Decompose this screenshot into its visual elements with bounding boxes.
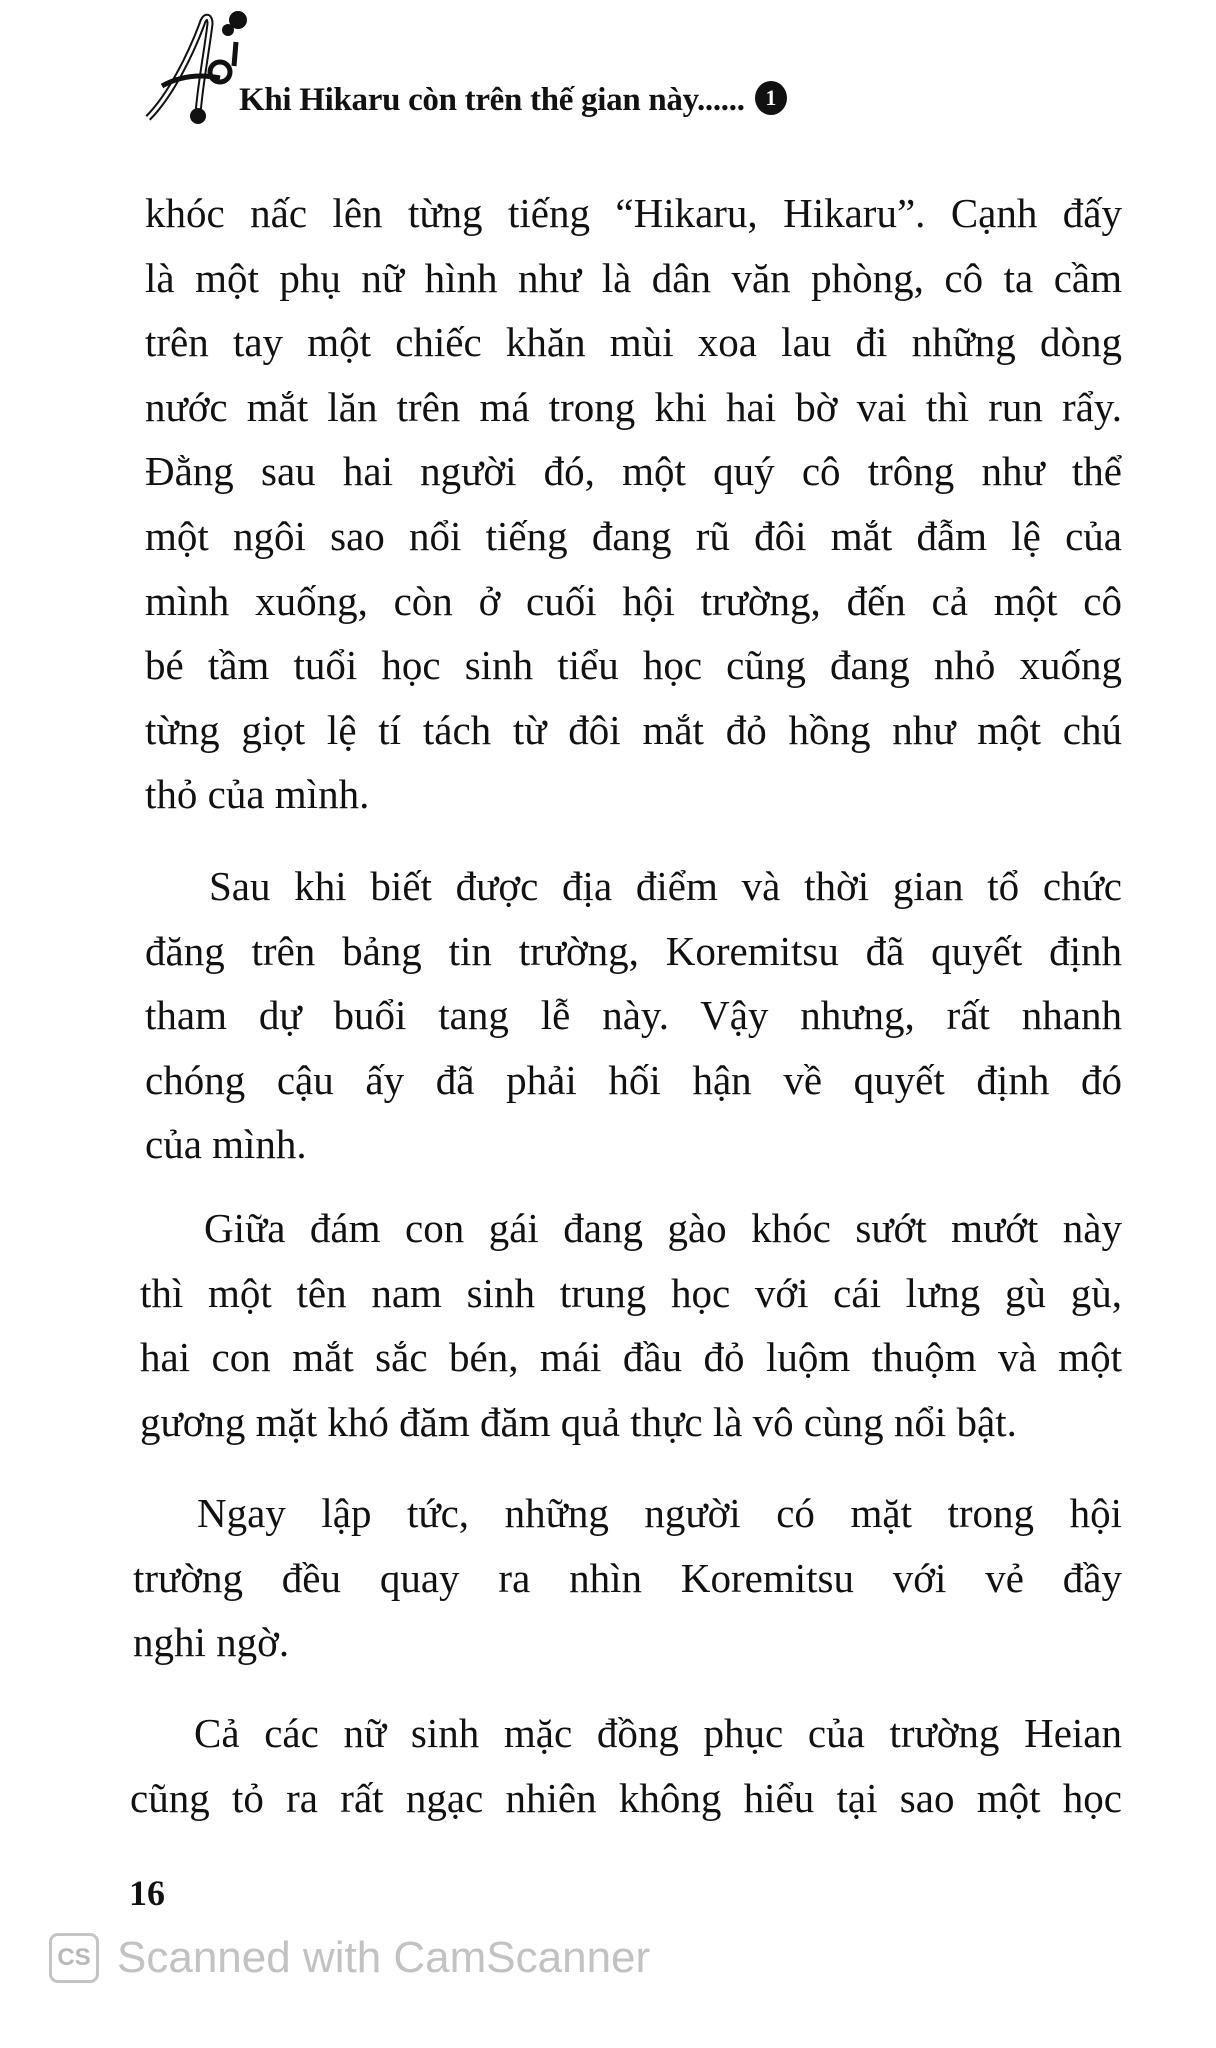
volume-badge: 1: [755, 81, 787, 115]
aoi-logo: [140, 6, 250, 126]
text-line: gương mặt khó đăm đăm quả thực là vô cùng nổi bật.: [140, 1398, 1017, 1445]
page-number: 16: [129, 1873, 165, 1913]
text-line: là một phụ nữ hình như là dân văn phòng, cô ta cầm: [145, 254, 1122, 301]
text-line: mình xuống, còn ở cuối hội trường, đến cả một cô: [145, 577, 1122, 624]
paragraph: [140, 1196, 1122, 1454]
text-line: một ngôi sao nổi tiếng đang rũ đôi mắt đẫm lệ của: [145, 512, 1122, 559]
text-line: hai con mắt sắc bén, mái đầu đỏ luộm thuộm và một: [140, 1334, 1122, 1381]
paragraph: [145, 181, 1122, 827]
paragraph: [145, 854, 1122, 1177]
text-line: nước mắt lăn trên má trong khi hai bờ vai thì run rẩy.: [145, 383, 1122, 430]
running-header: [239, 82, 787, 119]
paragraph: [133, 1481, 1122, 1675]
text-line: của mình.: [145, 1121, 307, 1168]
text-line: trên tay một chiếc khăn mùi xoa lau đi những dòng: [145, 319, 1122, 366]
paragraph: [130, 1701, 1122, 1830]
text-line: thỏ của mình.: [145, 771, 370, 818]
text-line: Giữa đám con gái đang gào khóc sướt mướt này: [204, 1205, 1122, 1251]
text-line: thì một tên nam sinh trung học với cái lưng gù gù,: [140, 1269, 1122, 1316]
header-title: Khi Hikaru còn trên thế gian này......: [239, 82, 745, 118]
text-line: trường đều quay ra nhìn Koremitsu với vẻ đầy: [133, 1554, 1122, 1601]
text-line: khóc nấc lên từng tiếng “Hikaru, Hikaru”. Cạnh đấy: [145, 190, 1122, 236]
text-line: từng giọt lệ tí tách từ đôi mắt đỏ hồng như một chú: [145, 706, 1122, 753]
text-line: đăng trên bảng tin trường, Koremitsu đã quyết định: [145, 927, 1122, 974]
camscanner-logo-icon: CS: [49, 1933, 99, 1983]
camscanner-watermark: [49, 1930, 650, 1986]
text-line: nghi ngờ.: [133, 1619, 290, 1666]
text-line: cũng tỏ ra rất ngạc nhiên không hiểu tại sao một học: [130, 1774, 1122, 1821]
text-line: chóng cậu ấy đã phải hối hận về quyết định đó: [145, 1056, 1122, 1103]
text-line: tham dự buổi tang lễ này. Vậy nhưng, rất nhanh: [145, 992, 1122, 1039]
text-line: bé tầm tuổi học sinh tiểu học cũng đang nhỏ xuống: [145, 642, 1122, 689]
text-line: Đằng sau hai người đó, một quý cô trông như thể: [145, 448, 1122, 495]
watermark-text: Scanned with CamScanner: [117, 1933, 651, 1982]
text-line: Ngay lập tức, những người có mặt trong hội: [197, 1490, 1122, 1536]
text-line: Cả các nữ sinh mặc đồng phục của trường Heian: [194, 1710, 1122, 1756]
text-line: Sau khi biết được địa điểm và thời gian tổ chức: [209, 863, 1122, 909]
